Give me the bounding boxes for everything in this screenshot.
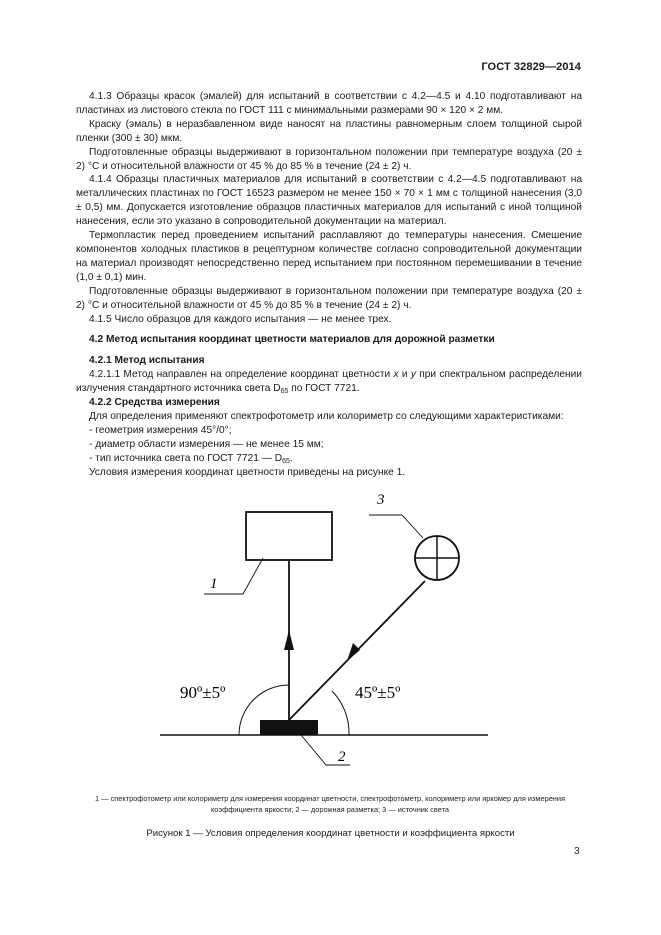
list-item-geometry: - геометрия измерения 45°/0°;	[89, 424, 232, 436]
leader-3	[369, 515, 423, 538]
angle-label-right: 45º±5º	[355, 683, 401, 702]
paragraph-4-1-3: 4.1.3 Образцы красок (эмалей) для испытаний в соответствии с 4.2—4.5 и 4.10 подготавливают на пластинах из листового стекла по ГОСТ 111 с минимальными размерами 90 × 120 × 2 мм.	[76, 91, 582, 116]
label-1: 1	[210, 576, 218, 592]
list-item-light-source: - тип источника света по ГОСТ 7721 — $D_{65}$.	[89, 452, 293, 465]
vertical-arrow	[284, 630, 294, 650]
detector-box	[246, 512, 332, 560]
figure-legend: 1 — спектрофотометр или колориметр для измерения координат цветности, спектрофотометр, колориметр или яркомер для измерения коэффициента яркости; 2 — дорожная разметка; 3 — источник света	[94, 794, 566, 814]
label-2: 2	[338, 749, 346, 765]
incident-arrow	[347, 643, 360, 661]
paragraph-figure-ref: Условия измерения координат цветности приведены на рисунке 1.	[89, 466, 406, 478]
body-text	[76, 90, 582, 479]
paragraph-4-2-2: Для определения применяют спектрофотометр или колориметр со следующими характеристиками:	[89, 410, 564, 422]
sample-marking	[260, 720, 318, 735]
paragraph-4-1-4: 4.1.4 Образцы пластичных материалов для испытаний в соответствии с 4.2—4.5 подготавливают на металлических пластинах по ГОСТ 16523 размером не менее 150 × 70 × 1 мм с толщиной нанесения (3,0 ± 0,5) мм. Допускается изготовление образцов пластичных материалов для испытаний с иной толщиной нанесения, если это указано в сопроводительной документации на материал.	[76, 174, 582, 228]
paragraph-conditioning-2: Подготовленные образцы выдерживают в горизонтальном положении при температуре воздуха (20 ± 2) °С и относительной влажности от 45 % до 85 % в течение (24 ± 2) ч.	[76, 285, 582, 311]
heading-4-2-2: 4.2.2 Средства измерения	[89, 397, 220, 409]
heading-4-2-1: 4.2.1 Метод испытания	[89, 355, 205, 367]
measurement-diagram	[0, 478, 661, 778]
paragraph-conditioning-1: Подготовленные образцы выдерживают в горизонтальном положении при температуре воздуха (20 ± 2) °С и относительной влажности от 45 % до 85 % в течение (24 ± 2) ч.	[76, 146, 582, 172]
standard-header: ГОСТ 32829—2014	[481, 61, 581, 73]
heading-4-2: 4.2 Метод испытания координат цветности материалов для дорожной разметки	[89, 334, 495, 346]
paragraph-4-2-1-1: 4.2.1.1 Метод направлен на определение координат цветности x и y при спектральном распределении излучения стандартного источника света $D_{65}$ по ГОСТ 7721.	[76, 369, 583, 396]
paragraph-4-1-5: 4.1.5 Число образцов для каждого испытания — не менее трех.	[89, 313, 392, 325]
list-item-diameter: - диаметр области измерения — не менее 15 мм;	[89, 438, 324, 450]
paragraph-paint-application: Краску (эмаль) в неразбавленном виде наносят на пластины равномерным слоем толщиной сырой пленки (300 ± 30) мкм.	[76, 118, 582, 144]
figure-caption: Рисунок 1 — Условия определения координат цветности и коэффициента яркости	[146, 828, 515, 839]
page-number: 3	[574, 846, 580, 857]
paragraph-thermoplastic: Термопластик перед проведением испытаний расплавляют до температуры нанесения. Смешение компонентов холодных пластиков в рецептурном количестве согласно сопроводительной документации на материал производят непосредственно перед испытанием при постоянном перемешивании в течение (1,0 ± 0,1) мин.	[76, 230, 582, 283]
label-3: 3	[377, 492, 385, 508]
angle-label-left: 90º±5º	[180, 683, 226, 702]
angle-arc-right	[332, 691, 349, 735]
